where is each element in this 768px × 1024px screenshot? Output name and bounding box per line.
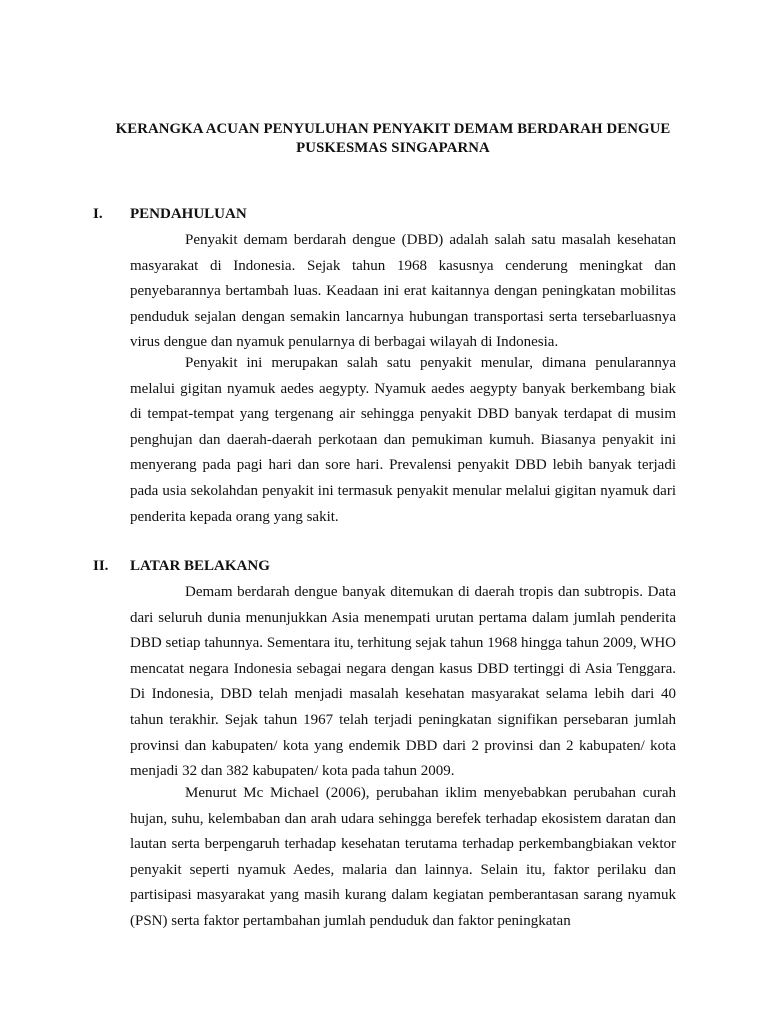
section-title: LATAR BELAKANG (130, 558, 270, 574)
paragraph: Penyakit ini merupakan salah satu penyakit menular, dimana penularannya melalui gigitan nyamuk aedes aegypty. Nyamuk aedes aegypty banyak berkembang biak di tempat-tempat yang tergenang air sehingga penyakit DBD banyak terdapat di musim penghujan dan daerah-daerah perkotaan dan pemukiman kumuh. Biasanya penyakit ini menyerang pada pagi hari dan sore hari. Prevalensi penyakit DBD lebih banyak terjadi pada usia sekolahdan penyakit ini termasuk penyakit menular melalui gigitan nyamuk dari penderita kepada orang yang sakit. (130, 355, 676, 525)
document-title (60, 120, 726, 158)
document-title-line-1: KERANGKA ACUAN PENYULUHAN PENYAKIT DEMAM BERDARAH DENGUE (115, 121, 671, 137)
section-number: I. (93, 206, 103, 222)
paragraph: Penyakit demam berdarah dengue (DBD) adalah salah satu masalah kesehatan masyarakat di Indonesia. Sejak tahun 1968 kasusnya cenderung meningkat dan penyebarannya bertambah luas. Keadaan ini erat kaitannya dengan peningkatan mobilitas penduduk sejalan dengan semakin lancarnya hubungan transportasi serta tersebarluasnya virus dengue dan nyamuk penularnya di berbagai wilayah di Indonesia. (130, 232, 676, 351)
document-title-line-2: PUSKESMAS SINGAPARNA (296, 140, 490, 156)
section-title: PENDAHULUAN (130, 206, 247, 222)
paragraph: Menurut Mc Michael (2006), perubahan iklim menyebabkan perubahan curah hujan, suhu, kelembaban dan arah udara sehingga berefek terhadap ekosistem daratan dan lautan serta berpengaruh terhadap kesehatan terutama terhadap perkembangbiakan vektor penyakit seperti nyamuk Aedes, malaria dan lainnya. Selain itu, faktor perilaku dan partisipasi masyarakat yang masih kurang dalam kegiatan pemberantasan sarang nyamuk (PSN) serta faktor pertambahan jumlah penduduk dan faktor peningkatan (130, 785, 676, 929)
paragraph: Demam berdarah dengue banyak ditemukan di daerah tropis dan subtropis. Data dari seluruh dunia menunjukkan Asia menempati urutan pertama dalam jumlah penderita DBD setiap tahunnya. Sementara itu, terhitung sejak tahun 1968 hingga tahun 2009, WHO mencatat negara Indonesia sebagai negara dengan kasus DBD tertinggi di Asia Tenggara. Di Indonesia, DBD telah menjadi masalah kesehatan masyarakat selama lebih dari 40 tahun terakhir. Sejak tahun 1967 telah terjadi peningkatan signifikan persebaran jumlah provinsi dan kabupaten/ kota yang endemik DBD dari 2 provinsi dan 2 kabupaten/ kota menjadi 32 dan 382 kabupaten/ kota pada tahun 2009. (130, 584, 676, 780)
section-number: II. (93, 558, 109, 574)
